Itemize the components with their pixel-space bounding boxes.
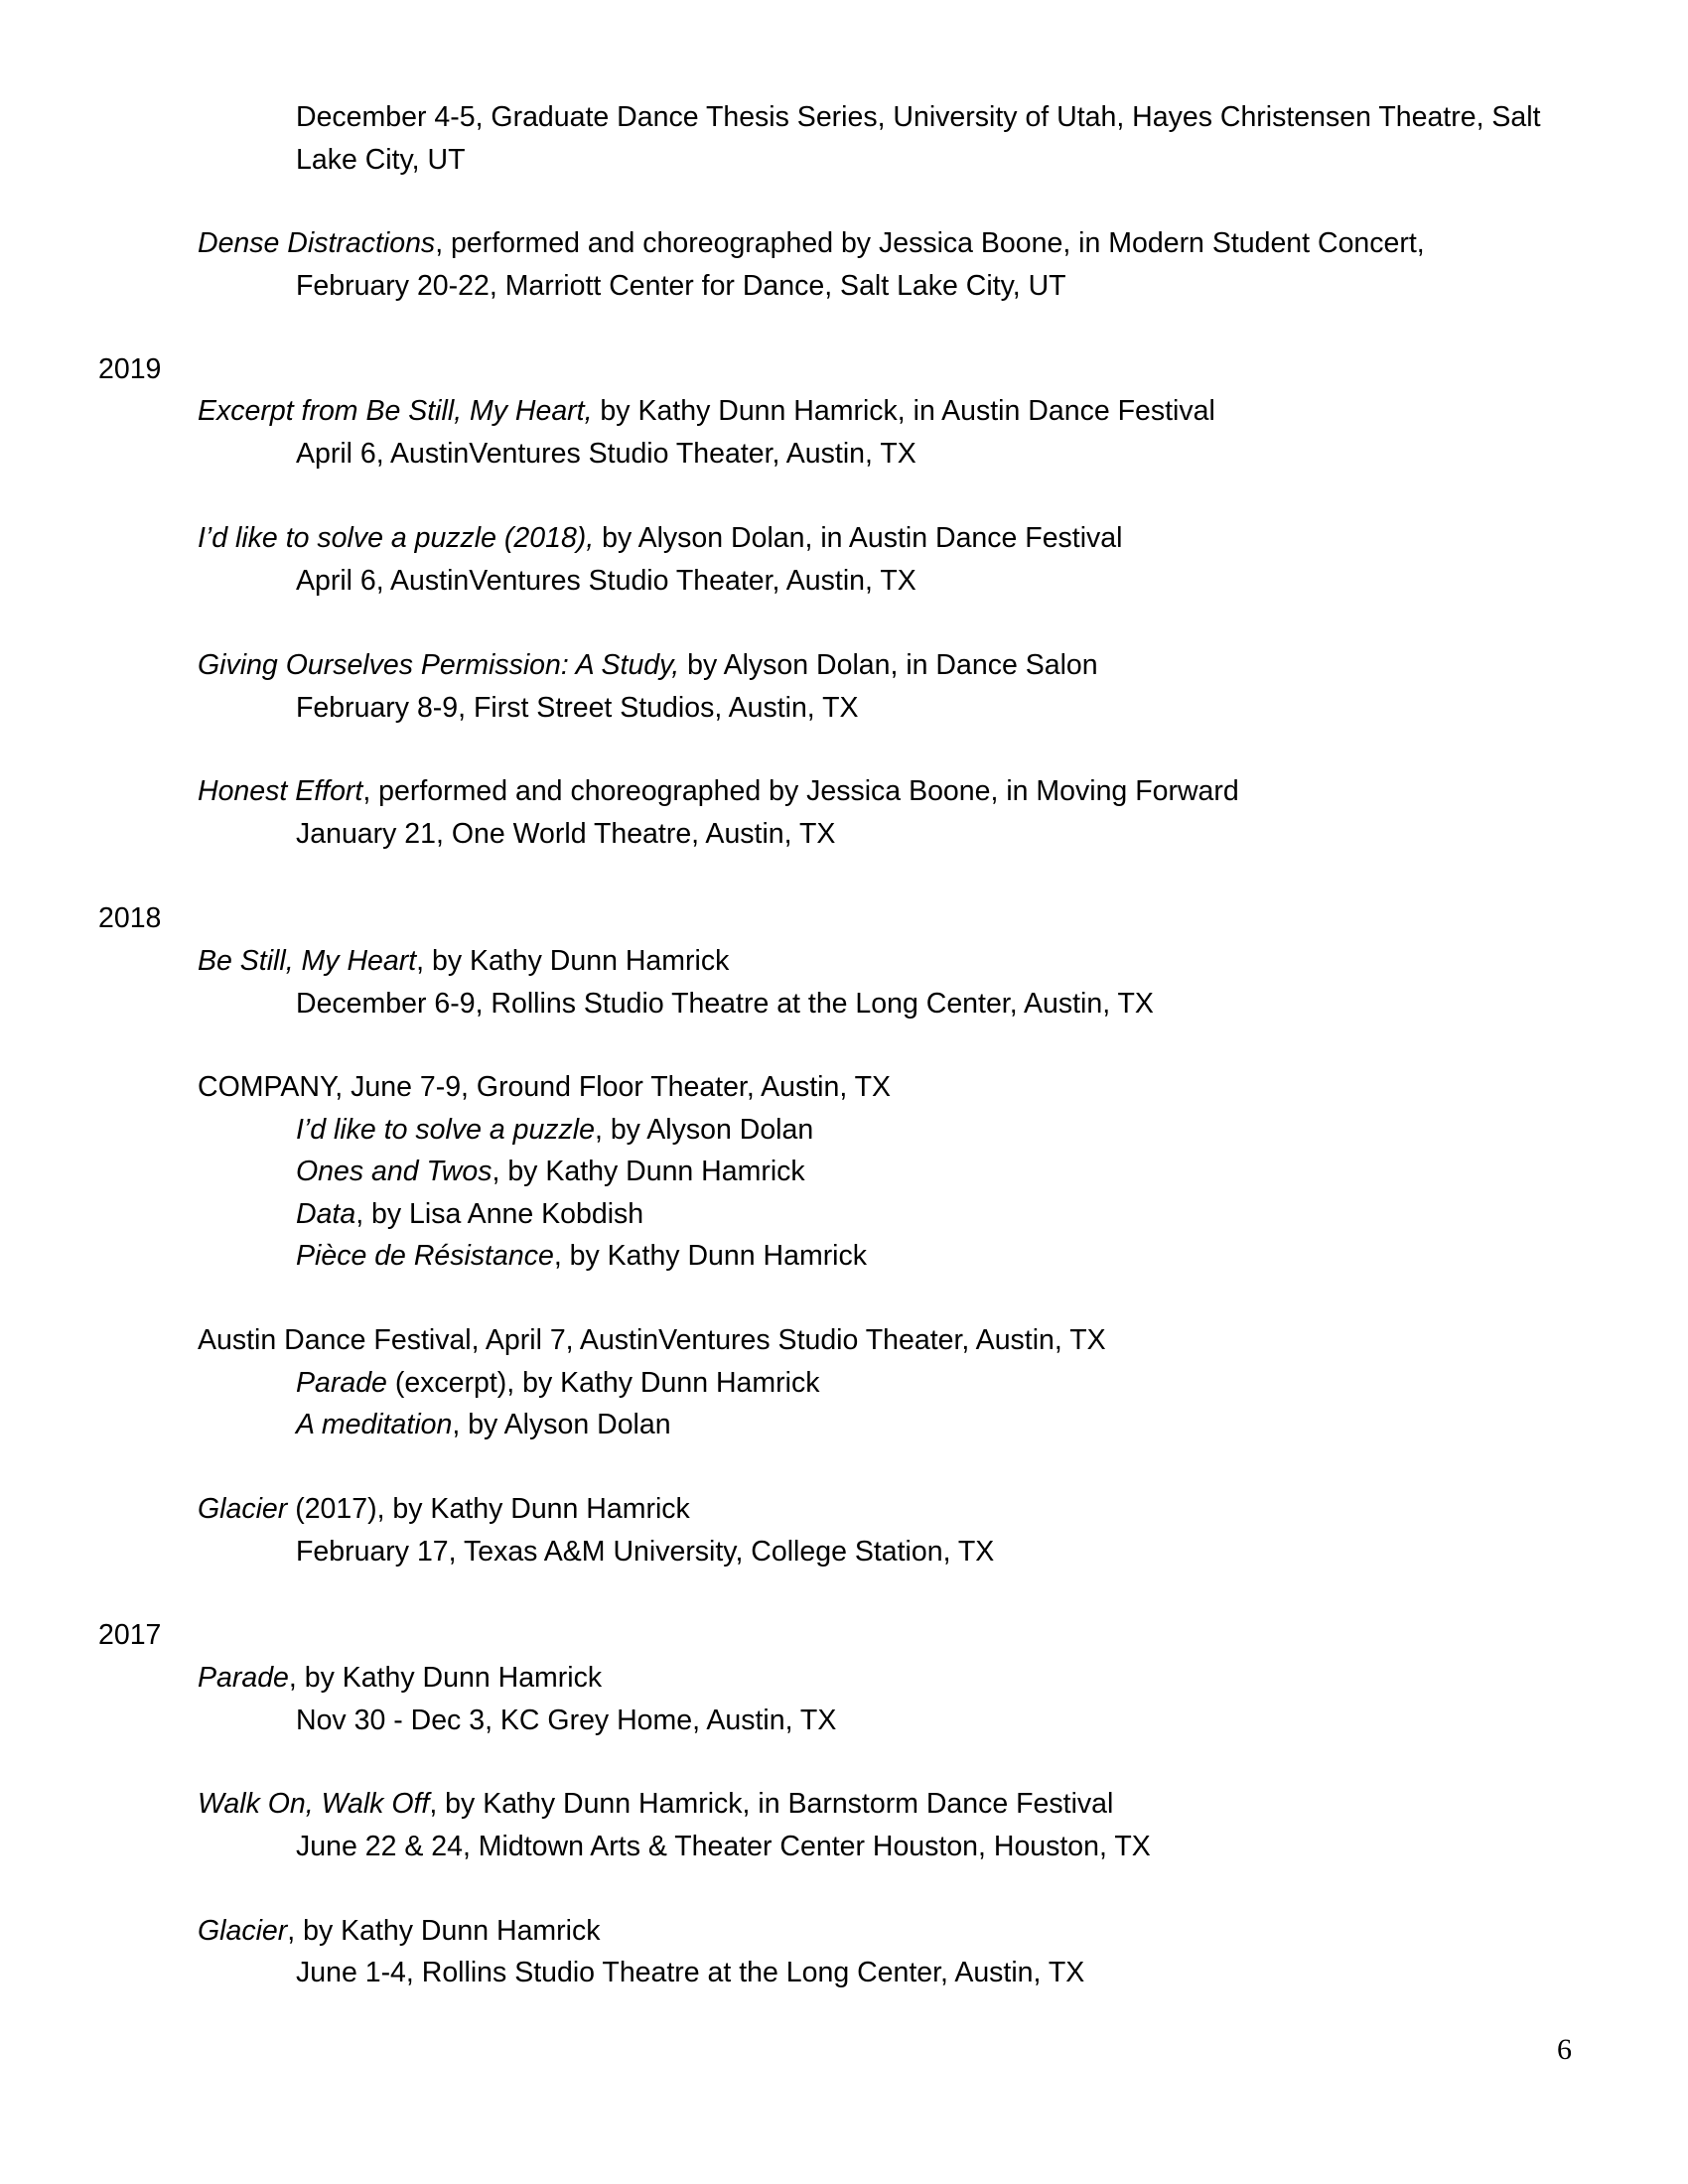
work-credit: by Alyson Dolan, in Dance Salon (679, 649, 1098, 681)
work-credit: , by Alyson Dolan (452, 1409, 671, 1440)
entry-heading (198, 517, 1123, 560)
work-credit: , by Kathy Dunn Hamrick, in Barnstorm Dance Festival (429, 1788, 1114, 1820)
work-credit: , by Kathy Dunn Hamrick (287, 1915, 601, 1947)
festival-work (296, 1362, 819, 1405)
entry-heading (198, 1657, 602, 1700)
entry-heading (198, 1910, 600, 1953)
work-title: Ones and Twos (296, 1156, 492, 1187)
work-title: Excerpt from Be Still, My Heart, (198, 395, 593, 427)
entry-detail: April 6, AustinVentures Studio Theater, Austin, TX (296, 438, 916, 470)
entry-detail: February 17, Texas A&M University, College Station, TX (296, 1536, 995, 1568)
entry-heading (198, 1488, 690, 1531)
work-title: Dense Distractions (198, 227, 436, 259)
entry-heading (198, 1783, 1113, 1826)
work-title: Giving Ourselves Permission: A Study, (198, 649, 680, 681)
company-work (296, 1151, 805, 1193)
work-title: Data (296, 1198, 356, 1230)
entry-detail: Nov 30 - Dec 3, KC Grey Home, Austin, TX (296, 1705, 837, 1736)
year-heading-2018: 2018 (98, 902, 162, 934)
company-heading: COMPANY, June 7-9, Ground Floor Theater, Austin, TX (198, 1071, 892, 1103)
work-title: I’d like to solve a puzzle (2018), (198, 522, 595, 554)
work-credit: by Kathy Dunn Hamrick, in Austin Dance Festival (592, 395, 1215, 427)
work-title: Walk On, Walk Off (198, 1788, 430, 1820)
work-title: Pièce de Résistance (296, 1240, 554, 1272)
company-work (296, 1193, 643, 1236)
work-credit: , by Kathy Dunn Hamrick (416, 945, 730, 977)
work-credit: , performed and choreographed by Jessica Boone, in Modern Student Concert, (435, 227, 1425, 259)
company-work (296, 1235, 867, 1278)
entry-heading (198, 222, 1425, 265)
entry-heading (198, 390, 1215, 433)
work-title: I’d like to solve a puzzle (296, 1114, 595, 1146)
work-credit: , by Kathy Dunn Hamrick (553, 1240, 868, 1272)
festival-heading: Austin Dance Festival, April 7, AustinVentures Studio Theater, Austin, TX (198, 1324, 1106, 1356)
entry-detail: December 6-9, Rollins Studio Theatre at the Long Center, Austin, TX (296, 988, 1154, 1020)
entry-detail: January 21, One World Theatre, Austin, TX (296, 818, 836, 850)
entry-heading (198, 940, 729, 983)
work-credit: , by Kathy Dunn Hamrick (288, 1662, 603, 1694)
work-credit: , by Kathy Dunn Hamrick (492, 1156, 805, 1187)
work-title: A meditation (296, 1409, 453, 1440)
entry-detail: February 20-22, Marriott Center for Dance, Salt Lake City, UT (296, 270, 1066, 302)
work-credit: , by Lisa Anne Kobdish (355, 1198, 644, 1230)
work-credit: , by Alyson Dolan (595, 1114, 814, 1146)
entry-detail: June 1-4, Rollins Studio Theatre at the Long Center, Austin, TX (296, 1957, 1085, 1988)
entry-detail: April 6, AustinVentures Studio Theater, Austin, TX (296, 565, 916, 597)
entry-detail: February 8-9, First Street Studios, Austin, TX (296, 692, 859, 724)
entry-detail: December 4-5, Graduate Dance Thesis Series, University of Utah, Hayes Christensen Theatre, Salt Lake City, UT (296, 101, 1541, 176)
festival-work (296, 1404, 671, 1446)
work-title: Parade (198, 1662, 289, 1694)
company-work (296, 1109, 813, 1152)
entry-detail: June 22 & 24, Midtown Arts & Theater Center Houston, Houston, TX (296, 1831, 1151, 1862)
work-title: Honest Effort (198, 775, 363, 807)
work-title: Glacier (198, 1493, 288, 1525)
work-title: Glacier (198, 1915, 288, 1947)
work-credit: (2017), by Kathy Dunn Hamrick (287, 1493, 690, 1525)
work-credit: by Alyson Dolan, in Austin Dance Festival (594, 522, 1123, 554)
entry-heading (198, 770, 1239, 813)
entry-heading (198, 644, 1098, 687)
work-title: Parade (296, 1367, 387, 1399)
year-heading-2017: 2017 (98, 1619, 162, 1651)
work-title: Be Still, My Heart (198, 945, 417, 977)
work-credit: (excerpt), by Kathy Dunn Hamrick (386, 1367, 820, 1399)
year-heading-2019: 2019 (98, 353, 162, 385)
work-credit: , performed and choreographed by Jessica Boone, in Moving Forward (362, 775, 1239, 807)
page-number: 6 (1557, 2033, 1572, 2066)
